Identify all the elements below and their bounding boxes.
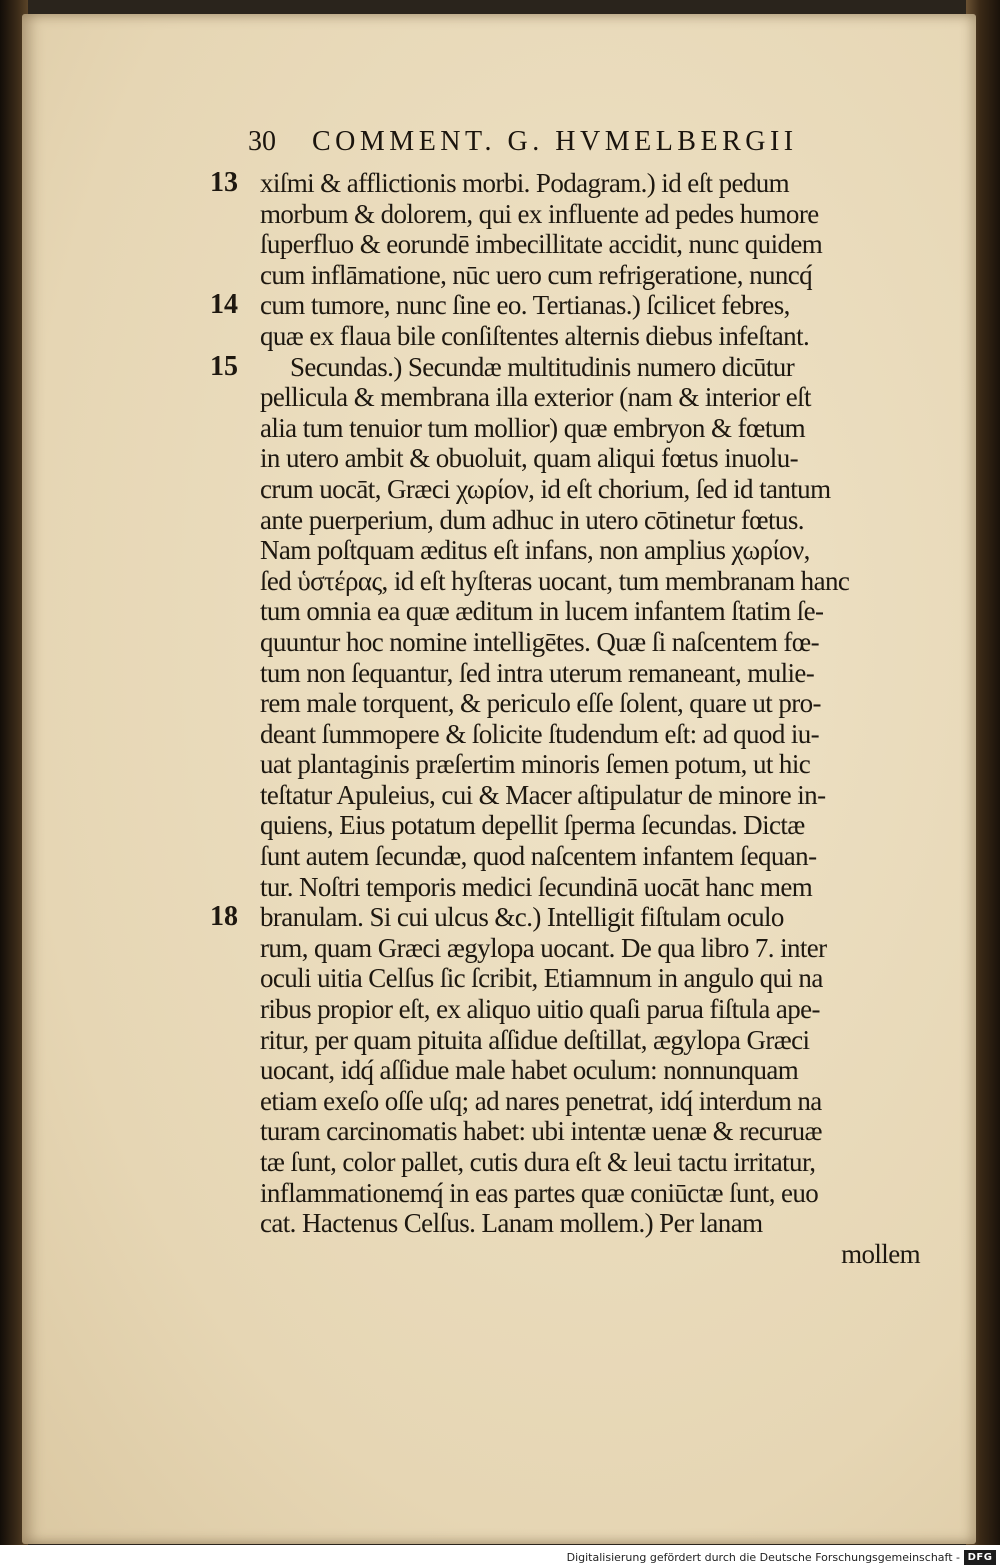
line-text: ritur, per quam pituita aſſidue deſtillat, ægylopa Græci	[260, 1024, 810, 1055]
line-text: tur. Noſtri temporis medici ſecundinā uocāt hanc mem	[260, 871, 813, 902]
text-line	[260, 1055, 920, 1086]
text-line	[260, 658, 920, 689]
text-line	[260, 872, 920, 903]
line-text: xiſmi & afflictionis morbi. Podagram.) id eſt pedum	[260, 168, 790, 198]
text-line	[260, 413, 920, 444]
text-line	[260, 1178, 920, 1209]
line-text: rem male torquent, & periculo eſſe ſolent, quare ut pro-	[260, 688, 821, 719]
line-text: Nam poſtquam æditus eſt infans, non amplius χωρίον,	[260, 535, 810, 566]
line-text: crum uocāt, Græci χωρίον, id eſt chorium, ſed id tantum	[260, 473, 831, 504]
text-line	[260, 443, 920, 474]
text-line	[260, 199, 920, 230]
text-line	[260, 719, 920, 750]
line-text: tæ ſunt, color pallet, cutis dura eſt & leui tactu irritatur,	[260, 1147, 816, 1177]
line-text: oculi uitia Celſus ſic ſcribit, Etiamnum in angulo qui na	[260, 963, 823, 994]
text-line	[260, 260, 920, 291]
line-text: ante puerperium, dum adhuc in utero cōtinetur fœtus.	[260, 504, 804, 535]
text-line	[260, 780, 920, 811]
text-line	[260, 1116, 920, 1147]
text-line	[260, 474, 920, 505]
text-line	[260, 963, 920, 994]
line-text: Secundas.) Secundæ multitudinis numero dicūtur	[290, 351, 795, 382]
page-number: 30	[248, 126, 276, 157]
line-text: morbum & dolorem, qui ex influente ad pedes humore	[260, 198, 819, 229]
line-text: in utero ambit & obuoluit, quam aliqui fœtus inuolu-	[260, 443, 798, 474]
line-text: quiens, Eius potatum depellit ſperma ſecundas. Dictæ	[260, 810, 805, 841]
text-line	[210, 350, 920, 383]
text-line	[260, 1208, 920, 1239]
line-text: cat. Hactenus Celſus. Lanam mollem.) Per lanam	[260, 1208, 763, 1239]
text-line	[210, 167, 920, 199]
text-line	[260, 382, 920, 413]
text-line	[260, 749, 920, 780]
line-text: etiam exeſo oſſe uſq; ad nares penetrat, idq́ interdum na	[260, 1085, 822, 1116]
text-line	[260, 1239, 920, 1270]
line-text: branulam. Si cui ulcus &c.) Intelligit fiſtulam oculo	[260, 902, 784, 933]
running-title: COMMENT. G. HVMELBERGII	[312, 126, 798, 157]
text-line	[260, 1086, 920, 1117]
funding-credit: Digitalisierung gefördert durch die Deutsche Forschungsgemeinschaft -	[566, 1551, 960, 1564]
margin-number: 18	[210, 901, 238, 933]
line-text: uat plantaginis præſertim minoris ſemen potum, ut hic	[260, 749, 811, 780]
line-text: ribus propior eſt, ex aliquo uitio quaſi parua fiſtula ape-	[260, 994, 820, 1025]
line-text: pellicula & membrana illa exterior (nam & interior eſt	[260, 382, 811, 413]
footer-bar	[0, 1545, 1000, 1568]
line-text: quæ ex flaua bile conſiſtentes alternis diebus infeſtant.	[260, 320, 810, 351]
text-line	[260, 321, 920, 352]
line-text: rum, quam Græci ægylopa uocant. De qua libro 7. inter	[260, 932, 827, 963]
text-line	[260, 994, 920, 1025]
text-line	[260, 566, 920, 597]
line-text: uocant, idq́ aſſidue male habet oculum: nonnunquam	[260, 1055, 799, 1086]
line-text: deant ſummopere & ſolicite ſtudendum eſt: ad quod iu-	[260, 718, 820, 749]
line-text: inflammationemq́ in eas partes quæ coniūctæ ſunt, euo	[260, 1177, 819, 1208]
text-line	[260, 535, 920, 566]
text-line	[260, 1025, 920, 1056]
text-line	[260, 627, 920, 658]
text-line	[260, 1147, 920, 1178]
margin-number: 15	[210, 350, 238, 382]
line-text: mollem	[841, 1238, 920, 1269]
line-text: quuntur hoc nomine intelligētes. Quæ ſi naſcentem fœ-	[260, 626, 820, 657]
line-text: cum inflāmatione, nūc uero cum refrigeratione, nuncq́	[260, 259, 813, 290]
line-text: turam carcinomatis habet: ubi intentæ uenæ & recuruæ	[260, 1116, 822, 1147]
line-text: ſunt autem ſecundæ, quod naſcentem infantem ſequan-	[260, 841, 817, 872]
line-text: alia tum tenuior tum mollior) quæ embryon & fœtum	[260, 412, 806, 443]
text-line	[260, 229, 920, 260]
line-text: teſtatur Apuleius, cui & Macer aſtipulatur de minore in-	[260, 779, 826, 810]
text-line	[260, 933, 920, 964]
line-text: tum omnia ea quæ æditum in lucem infantem ſtatim ſe-	[260, 596, 824, 627]
running-header	[248, 126, 798, 158]
margin-number: 13	[210, 167, 238, 198]
line-text: cum tumore, nunc ſine eo. Tertianas.) ſcilicet febres,	[260, 290, 790, 321]
text-line	[260, 841, 920, 872]
text-line	[260, 688, 920, 719]
text-line	[260, 505, 920, 536]
margin-number: 14	[210, 289, 238, 321]
text-line	[210, 289, 920, 321]
text-line	[260, 810, 920, 841]
line-text: tum non ſequantur, ſed intra uterum remaneant, mulie-	[260, 657, 815, 688]
line-text: ſed ὑστέρας, id eſt hyſteras uocant, tum membranam hanc	[260, 565, 850, 596]
text-line	[260, 596, 920, 627]
text-line	[210, 901, 920, 933]
dfg-logo: DFG	[964, 1550, 996, 1565]
body-text	[210, 167, 920, 1269]
line-text: ſuperfluo & eorundē imbecillitate accidit, nunc quidem	[260, 229, 823, 260]
